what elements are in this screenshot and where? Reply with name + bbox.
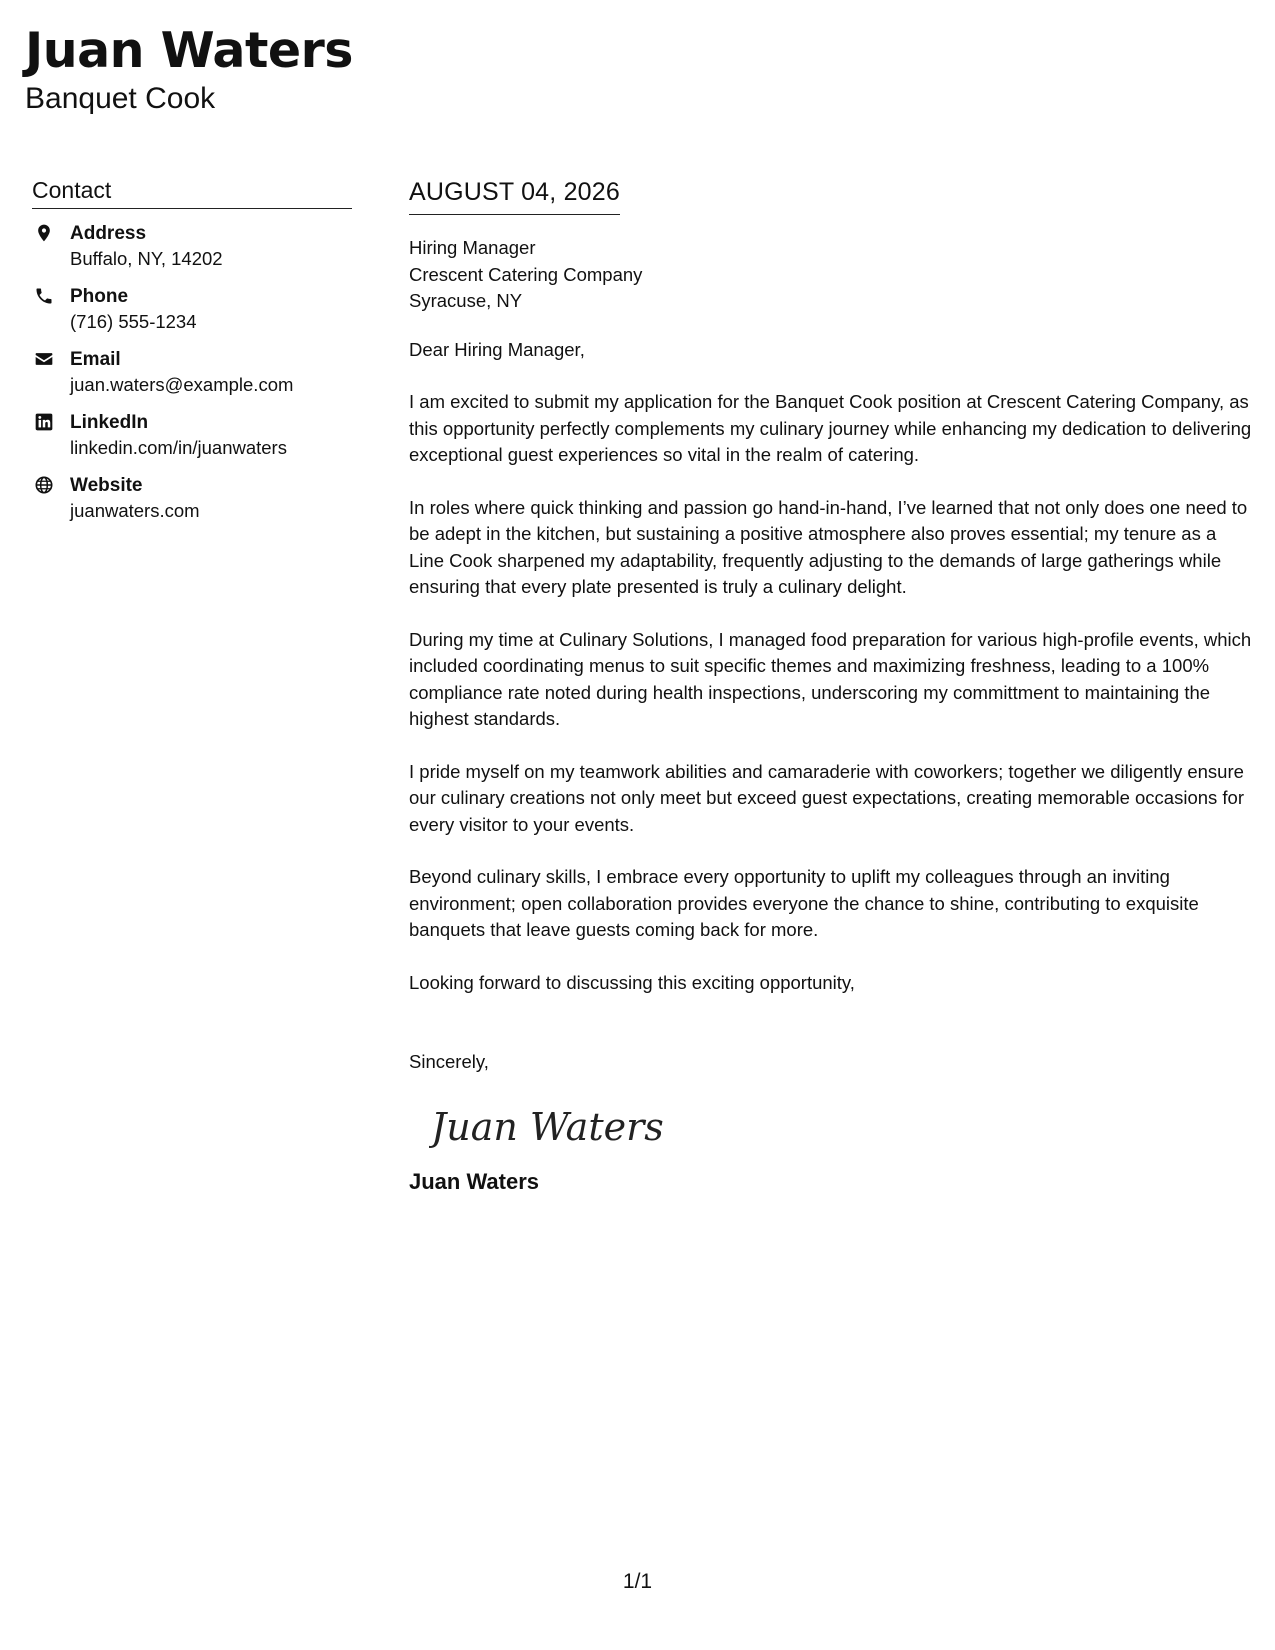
signature-text: Juan Waters [431,1104,664,1149]
contact-value: juan.waters@example.com [70,374,294,395]
phone-icon [34,286,54,306]
linkedin-icon [34,412,54,432]
contact-label: Phone [70,286,129,307]
envelope-icon [34,349,54,369]
applicant-name: Juan Waters [25,22,353,79]
recipient-line: Syracuse, NY [409,290,523,311]
letter-paragraph: I pride myself on my teamwork abilities and camaraderie with coworkers; together we diligently ensure our culinary creations not only meet but exceed guest expectations, creating memorable occasions for every visitor to your events. [409,760,1245,835]
letter-paragraph: Beyond culinary skills, I embrace every opportunity to uplift my colleagues through an inviting environment; open collaboration provides everyone the chance to shine, contributing to exquisite banquets that leave guests coming back for more. [409,866,1199,940]
contact-website [32,473,352,523]
handwritten-signature [429,1098,669,1158]
signer-name: Juan Waters [409,1168,540,1194]
contact-value: (716) 555-1234 [70,311,197,332]
letter-paragraph: I am excited to submit my application for the Banquet Cook position at Crescent Catering Company, as this opportunity perfectly complements my culinary journey while enhancing my dedication to delivering exceptional guest experiences so vital in the realm of catering. [409,391,1252,465]
contact-label: Email [70,349,121,370]
closing-line: Looking forward to discussing this exciting opportunity, [409,971,855,993]
contact-value: linkedin.com/in/juanwaters [70,437,287,458]
contact-section-title: Contact [32,176,352,209]
location-pin-icon [34,223,54,243]
page-number: 1/1 [622,1570,653,1593]
recipient-line: Crescent Catering Company [409,263,643,285]
contact-label: LinkedIn [70,412,149,433]
letter-date: AUGUST 04, 2026 [409,176,620,215]
contact-email [32,347,352,397]
recipient-block [409,235,1254,315]
header [25,20,353,116]
applicant-title: Banquet Cook [25,82,216,115]
contact-label: Website [70,475,143,496]
contact-value: Buffalo, NY, 14202 [70,248,223,269]
letter-paragraph: In roles where quick thinking and passion go hand-in-hand, I’ve learned that not only does one need to be adept in the kitchen, but sustaining a positive atmosphere also proves essential; my tenure as a Line Cook sharpened my adaptability, frequently adjusting to the demands of large gatherings while ensuring that every plate presented is truly a culinary delight. [409,496,1248,597]
contact-linkedin [32,410,352,460]
letter-paragraph: During my time at Culinary Solutions, I managed food preparation for various high-profile events, which included coordinating menus to suit specific themes and maximizing freshness, leading to a 100% compliance rate noted during health inspections, underscoring my committment to maintaining the highest standards. [409,628,1252,729]
recipient-line: Hiring Manager [409,237,536,258]
contact-label: Address [70,223,147,244]
contact-address [32,221,352,271]
globe-icon [34,475,54,495]
contact-phone [32,284,352,334]
contact-sidebar [32,176,352,536]
salutation: Dear Hiring Manager, [409,338,585,360]
sign-off: Sincerely, [409,1051,489,1072]
letter-body [409,176,1254,1196]
contact-value: juanwaters.com [70,500,200,521]
